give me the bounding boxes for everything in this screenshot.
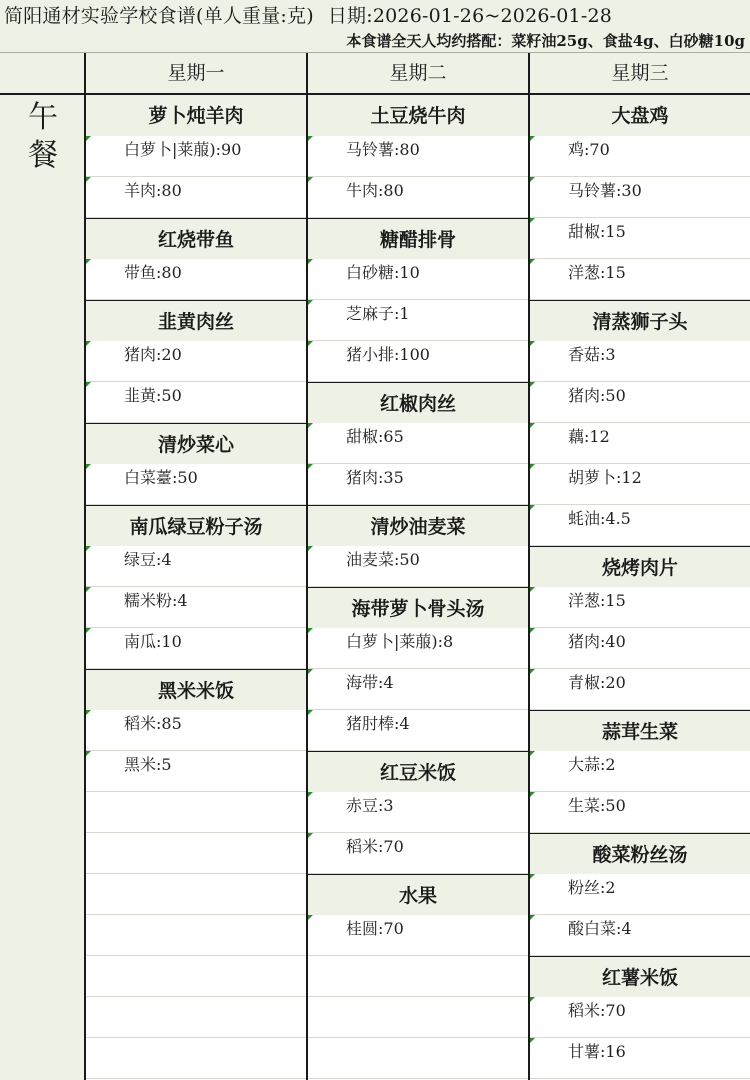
ingredient-row [308,300,528,341]
ingredient-row [86,710,306,751]
ingredient-row [530,669,750,710]
ingredient-row [86,382,306,423]
cell-marker-icon [308,177,313,182]
dish-name: 海带萝卜骨头汤 [308,587,528,628]
ingredient-text: 猪肉:35 [346,468,404,487]
ingredient-text: 南瓜:10 [124,632,182,651]
cell-marker-icon [86,751,91,756]
ingredient-row [308,136,528,177]
ingredient-text: 香菇:3 [568,345,616,364]
ingredient-text: 大蒜:2 [568,755,616,774]
dish-name: 清蒸狮子头 [530,300,750,341]
empty-row [86,956,306,997]
ingredient-row [530,505,750,546]
cell-marker-icon [308,136,313,141]
cell-marker-icon [308,300,313,305]
ingredient-text: 稻米:85 [124,714,182,733]
ingredient-text: 猪肉:20 [124,345,182,364]
cell-marker-icon [308,669,313,674]
cell-marker-icon [308,833,313,838]
ingredient-text: 生菜:50 [568,796,626,815]
ingredient-text: 猪肉:50 [568,386,626,405]
cell-marker-icon [308,628,313,633]
ingredient-text: 羊肉:80 [124,181,182,200]
ingredient-text: 白砂糖:10 [346,263,420,282]
ingredient-text: 赤豆:3 [346,796,394,815]
ingredient-text: 带鱼:80 [124,263,182,282]
day-header: 星期一 [84,53,306,93]
ingredient-row [530,915,750,956]
cell-marker-icon [530,915,535,920]
ingredient-row [530,792,750,833]
ingredient-text: 洋葱:15 [568,263,626,282]
ingredient-row [308,423,528,464]
ingredient-text: 猪肉:40 [568,632,626,651]
ingredient-text: 胡萝卜:12 [568,468,642,487]
ingredient-text: 酸白菜:4 [568,919,632,938]
cell-marker-icon [530,136,535,141]
cell-marker-icon [308,423,313,428]
ingredient-text: 蚝油:4.5 [568,509,631,528]
day-header: 星期三 [528,53,750,93]
ingredient-text: 桂圆:70 [346,919,404,938]
cell-marker-icon [530,997,535,1002]
ingredient-row [308,464,528,505]
ingredient-row [86,751,306,792]
ingredient-text: 白萝卜|莱菔):90 [124,140,242,159]
ingredient-row [308,669,528,710]
ingredient-text: 油麦菜:50 [346,550,420,569]
cell-marker-icon [530,177,535,182]
ingredient-row [308,341,528,382]
ingredient-text: 马铃薯:30 [568,181,642,200]
ingredient-row [530,874,750,915]
cell-marker-icon [86,382,91,387]
ingredient-row [308,546,528,587]
empty-row [86,997,306,1038]
ingredient-row [308,792,528,833]
cell-marker-icon [308,259,313,264]
cell-marker-icon [530,341,535,346]
menu-title: 简阳通材实验学校食谱(单人重量:克) [4,5,314,27]
corner-cell [0,53,84,93]
dish-name: 土豆烧牛肉 [308,95,528,136]
cell-marker-icon [530,259,535,264]
ingredient-text: 牛肉:80 [346,181,404,200]
cell-marker-icon [86,341,91,346]
ingredient-row [86,177,306,218]
ingredient-text: 藕:12 [568,427,610,446]
ingredient-row [530,464,750,505]
cell-marker-icon [530,382,535,387]
cell-marker-icon [530,792,535,797]
ingredient-row [308,628,528,669]
ingredient-row [86,259,306,300]
dish-name: 红椒肉丝 [308,382,528,423]
ingredient-row [530,628,750,669]
dish-name: 红薯米饭 [530,956,750,997]
cell-marker-icon [308,464,313,469]
cell-marker-icon [530,751,535,756]
cell-marker-icon [308,341,313,346]
ingredient-row [530,997,750,1038]
cell-marker-icon [530,218,535,223]
cell-marker-icon [86,587,91,592]
ingredient-row [308,259,528,300]
empty-row [308,1038,528,1079]
ingredient-row [308,710,528,751]
dish-name: 大盘鸡 [530,95,750,136]
cell-marker-icon [308,792,313,797]
page-title [4,2,612,30]
day-header: 星期二 [306,53,528,93]
empty-row [308,997,528,1038]
dish-name: 韭黄肉丝 [86,300,306,341]
empty-row [86,792,306,833]
cell-marker-icon [530,669,535,674]
cell-marker-icon [530,587,535,592]
ingredient-row [308,915,528,956]
cell-marker-icon [530,505,535,510]
ingredient-row [86,546,306,587]
ingredient-row [530,587,750,628]
ingredient-row [530,259,750,300]
cell-marker-icon [530,464,535,469]
meal-label: 午餐 [28,100,58,173]
dish-name: 清炒菜心 [86,423,306,464]
cell-marker-icon [530,423,535,428]
dish-name: 黑米米饭 [86,669,306,710]
ingredient-text: 糯米粉:4 [124,591,188,610]
dish-name: 清炒油麦菜 [308,505,528,546]
ingredient-text: 韭黄:50 [124,386,182,405]
empty-row [86,915,306,956]
ingredient-row [86,587,306,628]
ingredient-row [308,833,528,874]
cell-marker-icon [86,464,91,469]
dish-name: 蒜茸生菜 [530,710,750,751]
ingredient-text: 芝麻子:1 [346,304,410,323]
dish-name: 水果 [308,874,528,915]
ingredient-text: 白萝卜|莱菔):8 [346,632,454,651]
date-range: 日期:2026-01-26~2026-01-28 [327,5,613,27]
ingredient-row [86,341,306,382]
ingredient-row [530,751,750,792]
cell-marker-icon [86,628,91,633]
ingredient-text: 甘薯:16 [568,1042,626,1061]
ingredient-text: 青椒:20 [568,673,626,692]
cell-marker-icon [86,259,91,264]
ingredient-text: 白菜薹:50 [124,468,198,487]
ingredient-row [530,136,750,177]
dish-name: 糖醋排骨 [308,218,528,259]
ingredient-text: 稻米:70 [346,837,404,856]
cell-marker-icon [86,546,91,551]
dish-name: 萝卜炖羊肉 [86,95,306,136]
ingredient-row [530,382,750,423]
meal-label-cell [0,93,84,1080]
ingredient-row [308,177,528,218]
cell-marker-icon [308,915,313,920]
ingredient-row [86,136,306,177]
ingredient-text: 粉丝:2 [568,878,616,897]
ingredient-row [530,177,750,218]
ingredient-row [530,423,750,464]
ingredient-text: 猪小排:100 [346,345,430,364]
empty-row [86,874,306,915]
menu-grid [84,53,750,1080]
cell-marker-icon [308,710,313,715]
empty-row [86,833,306,874]
cell-marker-icon [86,710,91,715]
ingredient-text: 洋葱:15 [568,591,626,610]
ingredient-text: 马铃薯:80 [346,140,420,159]
seasoning-note: 本食谱全天人均约搭配：菜籽油25g、食盐4g、白砂糖10g [346,32,745,50]
ingredient-text: 海带:4 [346,673,394,692]
day-column [84,93,306,1080]
ingredient-row [530,218,750,259]
ingredient-row [530,341,750,382]
dish-name: 酸菜粉丝汤 [530,833,750,874]
ingredient-row [530,1038,750,1079]
cell-marker-icon [530,874,535,879]
ingredient-text: 绿豆:4 [124,550,172,569]
cell-marker-icon [86,177,91,182]
dish-name: 烧烤肉片 [530,546,750,587]
ingredient-text: 甜椒:65 [346,427,404,446]
cell-marker-icon [308,546,313,551]
cell-marker-icon [530,1038,535,1043]
ingredient-text: 黑米:5 [124,755,172,774]
empty-row [308,956,528,997]
ingredient-text: 猪肘棒:4 [346,714,410,733]
ingredient-row [86,464,306,505]
dish-name: 红烧带鱼 [86,218,306,259]
day-column [306,93,528,1080]
ingredient-text: 甜椒:15 [568,222,626,241]
dish-name: 南瓜绿豆粉子汤 [86,505,306,546]
empty-row [86,1038,306,1079]
ingredient-row [86,628,306,669]
cell-marker-icon [530,628,535,633]
cell-marker-icon [86,136,91,141]
day-column [528,93,750,1080]
ingredient-text: 鸡:70 [568,140,610,159]
dish-name: 红豆米饭 [308,751,528,792]
ingredient-text: 稻米:70 [568,1001,626,1020]
